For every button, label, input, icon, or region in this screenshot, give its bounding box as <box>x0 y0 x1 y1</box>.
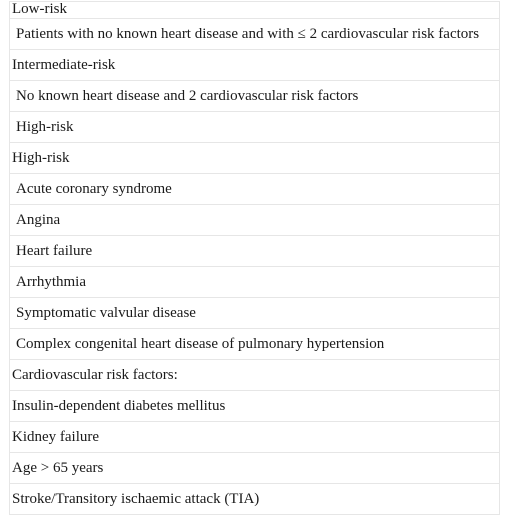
table-row <box>10 174 500 205</box>
table-row <box>10 298 500 329</box>
table-row <box>10 205 500 236</box>
risk-table-body <box>10 2 500 515</box>
high-risk-item: Symptomatic valvular disease <box>10 298 500 329</box>
table-row <box>10 236 500 267</box>
high-risk-item: Acute coronary syndrome <box>10 174 500 205</box>
risk-classification-table <box>9 1 500 515</box>
high-risk-item: Angina <box>10 205 500 236</box>
category-heading-high-risk: High-risk <box>10 143 500 174</box>
category-heading-low-risk: Low-risk <box>10 2 500 19</box>
category-heading-risk-factors: Cardiovascular risk factors: <box>10 360 500 391</box>
table-row <box>10 143 500 174</box>
table-row <box>10 422 500 453</box>
high-risk-item: Heart failure <box>10 236 500 267</box>
table-row <box>10 2 500 19</box>
table-row <box>10 484 500 515</box>
table-row <box>10 50 500 81</box>
risk-factor-item: Insulin-dependent diabetes mellitus <box>10 391 500 422</box>
risk-factor-item: Age > 65 years <box>10 453 500 484</box>
table-row <box>10 19 500 50</box>
table-row <box>10 267 500 298</box>
high-risk-item: Complex congenital heart disease of pulmonary hypertension <box>10 329 500 360</box>
high-risk-item: Arrhythmia <box>10 267 500 298</box>
risk-factor-item: Stroke/Transitory ischaemic attack (TIA) <box>10 484 500 515</box>
intermediate-risk-criterion: No known heart disease and 2 cardiovascular risk factors <box>10 81 500 112</box>
low-risk-criterion: Patients with no known heart disease and with ≤ 2 cardiovascular risk factors <box>10 19 500 50</box>
table-row <box>10 360 500 391</box>
intermediate-risk-subitem: High-risk <box>10 112 500 143</box>
table-row <box>10 112 500 143</box>
category-heading-intermediate-risk: Intermediate-risk <box>10 50 500 81</box>
table-row <box>10 391 500 422</box>
table-row <box>10 453 500 484</box>
risk-factor-item: Kidney failure <box>10 422 500 453</box>
table-row <box>10 81 500 112</box>
table-row <box>10 329 500 360</box>
